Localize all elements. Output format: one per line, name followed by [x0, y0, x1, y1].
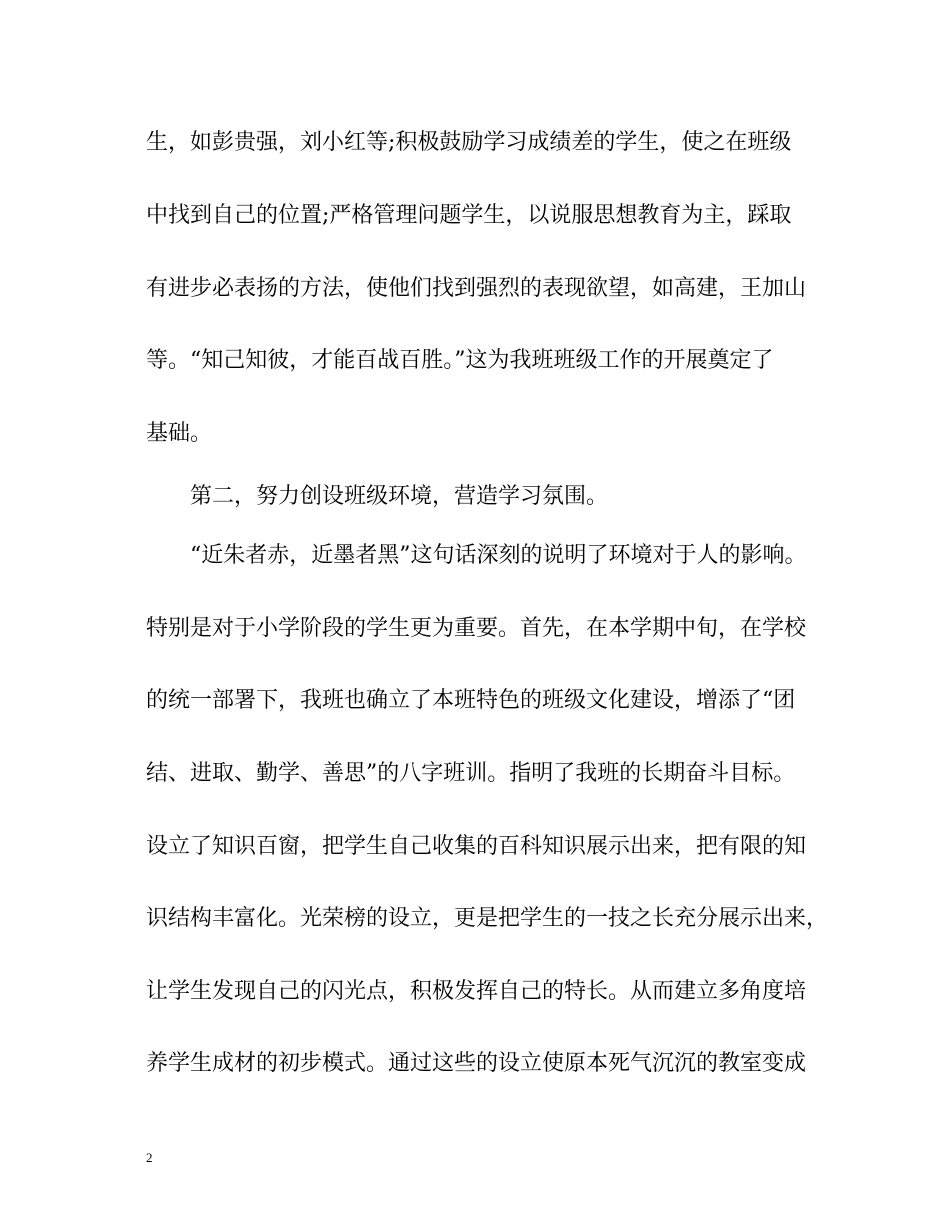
text-line: 结、进取、勤学、善思”的八字班训。指明了我班的长期奋斗目标。: [146, 761, 796, 786]
text-line: 等。“知己知彼，才能百战百胜。”这为我班班级工作的开展奠定了: [146, 348, 774, 373]
text-line: 养学生成材的初步模式。通过这些的设立使原本死气沉沉的教室变成: [146, 1051, 807, 1076]
text-line: “近朱者赤，近墨者黑”这句话深刻的说明了环境对于人的影响。: [190, 543, 807, 568]
text-line: 识结构丰富化。光荣榜的设立，更是把学生的一技之长充分展示出来，: [146, 906, 829, 931]
text-line: 的统一部署下，我班也确立了本班特色的班级文化建设，增添了“团: [146, 688, 796, 713]
text-line: 让学生发现自己的闪光点，积极发挥自己的特长。从而建立多角度培: [146, 979, 807, 1004]
text-line: 基础。: [146, 421, 213, 446]
text-line: 特别是对于小学阶段的学生更为重要。首先，在本学期中旬，在学校: [146, 616, 807, 641]
text-line: 中找到自己的位置;严格管理问题学生，以说服思想教育为主，踩取: [146, 203, 792, 228]
section-heading: 第二，努力创设班级环境，营造学习氛围。: [190, 484, 609, 509]
page-number: 2: [146, 1150, 153, 1165]
text-line: 生，如彭贵强，刘小红等;积极鼓励学习成绩差的学生，使之在班级: [146, 130, 792, 155]
text-line: 设立了知识百窗，把学生自己收集的百科知识展示出来，把有限的知: [146, 834, 807, 859]
text-line: 有进步必表扬的方法，使他们找到强烈的表现欲望，如高建，王加山: [146, 276, 807, 301]
